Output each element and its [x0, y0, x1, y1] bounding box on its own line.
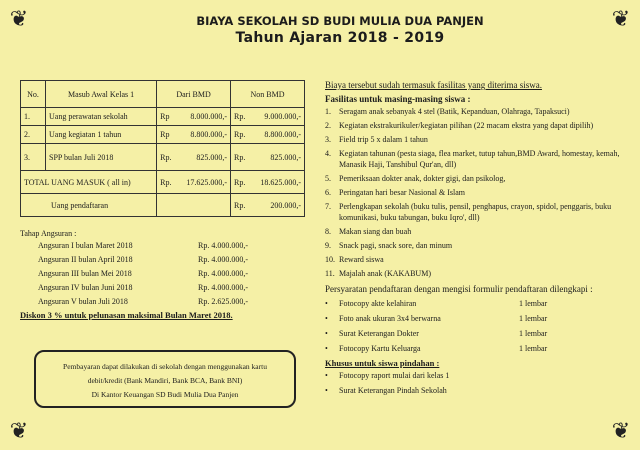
row-non-bmd: 8.800.000,- — [264, 130, 301, 139]
item-text: Peringatan hari besar Nasional & Islam — [339, 188, 465, 197]
row-label: Uang perawatan sekolah — [46, 108, 157, 126]
requirement-qty: 1 lembar — [519, 344, 548, 353]
requirement-item — [325, 311, 625, 326]
item-number: 8. — [325, 227, 331, 236]
corner-ornament-icon: ❦ — [611, 418, 631, 443]
item-number: 11. — [325, 269, 335, 278]
item-text: Pemeriksaan dokter anak, dokter gigi, dan psikolog, — [339, 174, 506, 183]
item-text: Makan siang dan buah — [339, 227, 412, 236]
installment-item — [20, 238, 305, 252]
requirement-label: Foto anak ukuran 3x4 berwarna — [339, 314, 441, 323]
bullet-icon: • — [325, 344, 328, 353]
installment-value: Rp. 2.625.000,- — [198, 296, 248, 306]
bullet-icon: • — [325, 299, 328, 308]
total-label: TOTAL UANG MASUK ( all in) — [21, 171, 157, 194]
item-text: Perlengkapan sekolah (buku tulis, pensil, penghapus, crayon, spidol, penggaris, buku komunikasi, buku tabungan, buku Iqro', dll) — [339, 202, 612, 222]
row-non-bmd: 825.000,- — [270, 152, 301, 162]
list-item — [325, 226, 625, 237]
item-text: Field trip 5 x dalam 1 tahun — [339, 135, 428, 144]
item-text: Kegiatan tahunan (pesta siaga, flea market, tutup tahun,BMD Award, homestay, kemah, Manasik Haji, Tanshibul Qur'an, dll) — [339, 149, 620, 169]
row-non-bmd: 9.000.000,- — [264, 112, 301, 121]
corner-ornament-icon: ❦ — [9, 418, 29, 443]
row-rp: Rp. — [234, 130, 246, 139]
item-number: 4. — [325, 149, 331, 158]
facilities-section — [325, 80, 625, 398]
installment-item — [20, 280, 305, 294]
payment-info-box — [34, 350, 296, 408]
installment-item — [20, 252, 305, 266]
list-item — [325, 268, 625, 279]
requirement-item — [325, 326, 625, 341]
list-item — [325, 240, 625, 251]
facilities-heading: Biaya tersebut sudah termasuk fasilitas yang diterima siswa. — [325, 80, 542, 90]
installment-value: Rp. 4.000.000,- — [198, 254, 248, 264]
item-text: Seragam anak sebanyak 4 stel (Batik, Kepanduan, Olahraga, Tapaksuci) — [339, 107, 570, 116]
table-row — [21, 108, 305, 126]
bullet-icon: • — [325, 329, 328, 338]
item-number: 2. — [325, 121, 331, 130]
item-number: 10. — [325, 255, 335, 264]
list-item — [325, 187, 625, 198]
installment-label: Angsuran I bulan Maret 2018 — [38, 240, 133, 250]
item-number: 1. — [325, 107, 331, 116]
registration-rp: Rp. — [234, 200, 246, 210]
row-rp: Rp — [160, 130, 170, 139]
row-rp: Rp. — [234, 112, 246, 121]
item-text: Snack pagi, snack sore, dan minum — [339, 241, 453, 250]
list-item — [325, 173, 625, 184]
installment-label: Angsuran III bulan Mei 2018 — [38, 268, 132, 278]
special-label: Fotocopy raport mulai dari kelas 1 — [339, 371, 450, 380]
bullet-icon: • — [325, 386, 328, 395]
list-item — [325, 134, 625, 145]
registration-value: 200.000,- — [270, 200, 301, 210]
payment-line: Di Kantor Keuangan SD Budi Mulia Dua Panjen — [91, 390, 239, 399]
header-bmd: Dari BMD — [157, 81, 231, 108]
header-no: No. — [21, 81, 46, 108]
row-label: SPP bulan Juli 2018 — [46, 144, 157, 171]
item-number: 9. — [325, 241, 331, 250]
row-no: 3. — [21, 144, 46, 171]
requirement-qty: 1 lembar — [519, 329, 548, 338]
installment-label: Angsuran V bulan Juli 2018 — [38, 296, 128, 306]
list-item — [325, 254, 625, 265]
row-rp: Rp. — [234, 152, 246, 162]
header-non-bmd: Non BMD — [231, 81, 305, 108]
fee-section — [20, 80, 305, 320]
facilities-subheading: Fasilitas untuk masing-masing siswa : — [325, 94, 471, 104]
special-label: Surat Keterangan Pindah Sekolah — [339, 386, 447, 395]
corner-ornament-icon: ❦ — [611, 6, 631, 31]
total-rp: Rp. — [160, 177, 172, 187]
row-rp: Rp — [160, 112, 170, 121]
registration-row — [21, 194, 305, 217]
registration-label: Uang pendaftaran — [21, 194, 157, 217]
installment-value: Rp. 4.000.000,- — [198, 240, 248, 250]
list-item — [325, 148, 625, 170]
item-number: 6. — [325, 188, 331, 197]
row-bmd: 8.000.000,- — [190, 112, 228, 121]
installment-item — [20, 266, 305, 280]
table-row — [21, 144, 305, 171]
list-item — [325, 120, 625, 131]
special-item — [325, 383, 625, 398]
total-rp: Rp. — [234, 177, 246, 187]
table-row — [21, 126, 305, 144]
installment-label: Angsuran II bulan April 2018 — [38, 254, 133, 264]
row-no: 2. — [21, 126, 46, 144]
item-number: 5. — [325, 174, 331, 183]
installment-value: Rp. 4.000.000,- — [198, 268, 248, 278]
discount-note: Diskon 3 % untuk pelunasan maksimal Bulan Maret 2018. — [20, 310, 233, 320]
item-number: 3. — [325, 135, 331, 144]
total-bmd: 17.625.000,- — [186, 177, 228, 187]
bullet-icon: • — [325, 314, 328, 323]
requirements-title: Persyaratan pendaftaran dengan mengisi formulir pendaftaran dilengkapi : — [325, 284, 593, 294]
requirement-label: Fotocopy akte kelahiran — [339, 299, 417, 308]
special-item — [325, 368, 625, 383]
list-item — [325, 106, 625, 117]
payment-line: debit/kredit (Bank Mandiri, Bank BCA, Bank BNI) — [87, 376, 243, 385]
table-header-row — [21, 81, 305, 108]
installment-value: Rp. 4.000.000,- — [198, 282, 248, 292]
item-text: Majalah anak (KAKABUM) — [339, 269, 431, 278]
total-row — [21, 171, 305, 194]
requirement-label: Surat Keterangan Dokter — [339, 329, 419, 338]
total-non-bmd: 18.625.000,- — [260, 177, 301, 187]
row-bmd: 8.800.000,- — [190, 130, 228, 139]
page-title: BIAYA SEKOLAH SD BUDI MULIA DUA PANJEN — [196, 14, 484, 28]
item-text: Reward siswa — [339, 255, 384, 264]
requirement-label: Fotocopy Kartu Keluarga — [339, 344, 421, 353]
page-subtitle: Tahun Ajaran 2018 - 2019 — [235, 30, 445, 46]
row-no: 1. — [21, 108, 46, 126]
payment-line: Pembayaran dapat dilakukan di sekolah dengan menggunakan kartu — [63, 362, 267, 371]
item-text: Kegiatan ekstrakurikuler/kegiatan pilihan (22 macam ekstra yang dapat dipilih) — [339, 121, 594, 130]
bullet-icon: • — [325, 371, 328, 380]
requirement-item — [325, 296, 625, 311]
installment-label: Angsuran IV bulan Juni 2018 — [38, 282, 133, 292]
header-item: Masub Awal Kelas 1 — [46, 81, 157, 108]
installment-item — [20, 294, 305, 308]
corner-ornament-icon: ❦ — [9, 6, 29, 31]
row-label: Uang kegiatan 1 tahun — [46, 126, 157, 144]
special-title: Khusus untuk siswa pindahan : — [325, 358, 440, 368]
list-item — [325, 201, 625, 223]
requirement-item — [325, 341, 625, 356]
installments-title: Tahap Angsuran : — [20, 229, 77, 238]
requirement-qty: 1 lembar — [519, 314, 548, 323]
fee-table — [20, 80, 305, 217]
item-number: 7. — [325, 202, 331, 211]
row-bmd: 825.000,- — [196, 152, 228, 162]
row-rp: Rp. — [160, 152, 172, 162]
requirement-qty: 1 lembar — [519, 299, 548, 308]
